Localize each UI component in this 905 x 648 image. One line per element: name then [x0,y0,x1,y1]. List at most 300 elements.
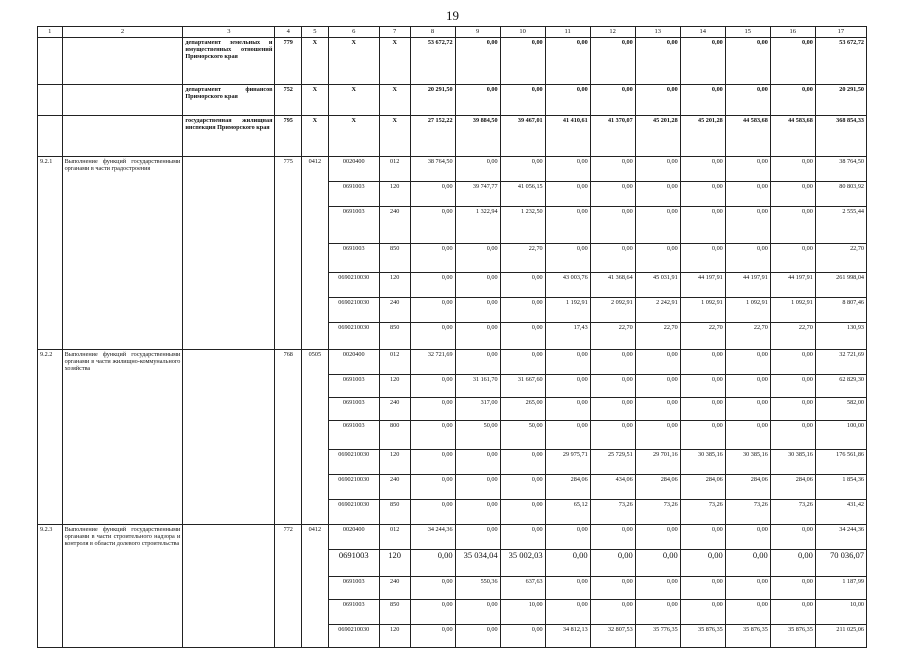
amount-cell: 0,00 [635,577,680,600]
column-number: 13 [635,27,680,38]
column-number: 1 [38,27,63,38]
amount-cell: 43 003,76 [545,273,590,298]
column-number-row [38,27,867,38]
amount-cell: 45 201,28 [635,116,680,157]
amount-cell: 0,00 [500,500,545,525]
amount-cell: 1 232,50 [500,207,545,244]
amount-cell: 73,26 [725,500,770,525]
amount-cell: 284,06 [725,475,770,500]
amount-cell: 10,00 [500,600,545,625]
department-code: 772 [275,525,302,648]
amount-cell: 434,06 [590,475,635,500]
amount-cell: 100,00 [815,421,866,450]
amount-cell: 0,00 [455,475,500,500]
amount-cell: 32 721,69 [410,350,455,375]
amount-cell: 0,00 [725,600,770,625]
amount-cell: 0,00 [725,85,770,116]
amount-cell: 0,00 [680,85,725,116]
amount-cell: 0,00 [410,298,455,323]
expense-type: 012 [379,157,410,182]
amount-cell: 0,00 [455,85,500,116]
amount-cell: 0,00 [680,38,725,85]
amount-cell: 0,00 [680,244,725,273]
column-number: 9 [455,27,500,38]
amount-cell: 0,00 [635,550,680,577]
amount-cell: 1 187,99 [815,577,866,600]
amount-cell: 0,00 [500,323,545,350]
amount-cell: 0,00 [455,273,500,298]
section-number: 9.2.3 [38,525,63,648]
amount-cell: 41 370,07 [590,116,635,157]
amount-cell: 0,00 [770,398,815,421]
target-article: 0690210030 [328,298,379,323]
amount-cell: 0,00 [590,157,635,182]
department-code: 795 [275,116,302,157]
amount-cell: 0,00 [545,85,590,116]
amount-cell: 0,00 [410,207,455,244]
amount-cell: 0,00 [410,500,455,525]
amount-cell: 0,00 [410,398,455,421]
amount-cell: 35 002,03 [500,550,545,577]
column-number: 7 [379,27,410,38]
target-article: 0690210030 [328,500,379,525]
amount-cell: 0,00 [545,244,590,273]
amount-cell: 44 197,91 [725,273,770,298]
amount-cell: 0,00 [410,375,455,398]
amount-cell: 0,00 [770,577,815,600]
amount-cell: 0,00 [770,550,815,577]
amount-cell: 0,00 [725,577,770,600]
department-row [38,116,867,157]
amount-cell: 0,00 [635,38,680,85]
amount-cell: 29 975,71 [545,450,590,475]
section-description: Выполнение функций государственными органами в части градостроения [62,157,183,350]
amount-cell: 53 672,72 [410,38,455,85]
expense-type: 120 [379,550,410,577]
amount-cell: 22,70 [770,323,815,350]
amount-cell: 22,70 [635,323,680,350]
column-number: 11 [545,27,590,38]
amount-cell: 0,00 [545,157,590,182]
page-number: 19 [446,8,459,23]
expense-type: 240 [379,207,410,244]
amount-cell: 22,70 [680,323,725,350]
amount-cell: 0,00 [500,157,545,182]
expense-type: 240 [379,398,410,421]
column-number: 5 [302,27,329,38]
amount-cell: 0,00 [770,525,815,550]
amount-cell: 368 854,33 [815,116,866,157]
target-article: 0691003 [328,207,379,244]
amount-cell: 0,00 [410,600,455,625]
amount-cell: 44 197,91 [770,273,815,298]
target-article: 0020400 [328,157,379,182]
amount-cell: 0,00 [725,375,770,398]
amount-cell: 70 036,07 [815,550,866,577]
section-description: Выполнение функций государственными органами в части строительного надзора и контроля в области долевого строительства [62,525,183,648]
amount-cell: 0,00 [725,350,770,375]
amount-cell: 65,12 [545,500,590,525]
amount-cell: 0,00 [635,85,680,116]
amount-cell: 0,00 [725,550,770,577]
target-article: 0691003 [328,182,379,207]
row-number [38,85,63,116]
amount-cell: 0,00 [455,500,500,525]
expense-type: 800 [379,421,410,450]
amount-cell: 2 242,91 [635,298,680,323]
amount-cell: 41 410,61 [545,116,590,157]
amount-cell: 0,00 [590,577,635,600]
expense-type: 240 [379,475,410,500]
amount-cell: 22,70 [500,244,545,273]
amount-cell: 0,00 [410,475,455,500]
expense-type: 240 [379,298,410,323]
amount-cell: 0,00 [500,450,545,475]
amount-cell: 2 092,91 [590,298,635,323]
amount-cell: 1 092,91 [770,298,815,323]
amount-cell: 0,00 [725,244,770,273]
amount-cell: 0,00 [680,350,725,375]
amount-cell: 73,26 [770,500,815,525]
expense-type: 850 [379,323,410,350]
amount-cell: 35 876,35 [725,625,770,648]
amount-cell: 0,00 [590,375,635,398]
target-article: 0691003 [328,244,379,273]
column-number: 10 [500,27,545,38]
target-article: 0020400 [328,350,379,375]
amount-cell: 0,00 [725,525,770,550]
department-cell [183,525,275,648]
expense-type: 120 [379,625,410,648]
target-article: 0691003 [328,375,379,398]
amount-cell: 637,63 [500,577,545,600]
target-article: 0691003 [328,577,379,600]
amount-cell: 0,00 [590,244,635,273]
department-code: 768 [275,350,302,525]
amount-cell: 0,00 [680,577,725,600]
amount-cell: 10,00 [815,600,866,625]
amount-cell: 0,00 [410,450,455,475]
amount-cell: 30 385,16 [680,450,725,475]
amount-cell: 29 701,16 [635,450,680,475]
amount-cell: 1 192,91 [545,298,590,323]
amount-cell: 261 998,04 [815,273,866,298]
amount-cell: 34 812,13 [545,625,590,648]
department-code: 775 [275,157,302,350]
amount-cell: 550,36 [455,577,500,600]
amount-cell: 44 583,68 [770,116,815,157]
column-number: 3 [183,27,275,38]
amount-cell: 0,00 [635,375,680,398]
amount-cell: 0,00 [455,157,500,182]
amount-cell: 1 092,91 [680,298,725,323]
amount-cell: 0,00 [770,85,815,116]
expense-row [38,350,867,375]
amount-cell: 35 776,35 [635,625,680,648]
amount-cell: 39 747,77 [455,182,500,207]
row-number [38,116,63,157]
department-row [38,85,867,116]
expense-type: 120 [379,273,410,298]
amount-cell: 0,00 [590,600,635,625]
amount-cell: 62 829,30 [815,375,866,398]
department-name: департамент финансов Приморского края [183,85,275,116]
amount-cell: 32 721,69 [815,350,866,375]
section-code: X [302,38,329,85]
row-number [38,38,63,85]
target-article: 0691003 [328,421,379,450]
activity-description [62,38,183,85]
amount-cell: 50,00 [500,421,545,450]
amount-cell: 176 561,86 [815,450,866,475]
amount-cell: 0,00 [770,350,815,375]
expense-type: 850 [379,600,410,625]
target-article: 0690210030 [328,450,379,475]
amount-cell: 0,00 [455,298,500,323]
amount-cell: 30 385,16 [725,450,770,475]
budget-table [37,26,867,648]
department-cell [183,350,275,525]
amount-cell: 265,00 [500,398,545,421]
amount-cell: 20 291,50 [815,85,866,116]
amount-cell: 0,00 [500,625,545,648]
amount-cell: 0,00 [635,600,680,625]
amount-cell: 0,00 [545,375,590,398]
target-article: X [328,116,379,157]
activity-description [62,85,183,116]
amount-cell: 0,00 [455,323,500,350]
amount-cell: 0,00 [635,182,680,207]
amount-cell: 0,00 [725,398,770,421]
amount-cell: 0,00 [455,244,500,273]
amount-cell: 45 031,91 [635,273,680,298]
amount-cell: 34 244,36 [815,525,866,550]
amount-cell: 0,00 [635,157,680,182]
column-number: 15 [725,27,770,38]
amount-cell: 0,00 [770,375,815,398]
amount-cell: 41 056,15 [500,182,545,207]
target-article: 0690210030 [328,475,379,500]
amount-cell: 0,00 [590,85,635,116]
amount-cell: 0,00 [770,207,815,244]
section-code: 0505 [302,350,329,525]
amount-cell: 38 764,50 [815,157,866,182]
target-article: 0690210030 [328,273,379,298]
amount-cell: 0,00 [455,38,500,85]
amount-cell: 0,00 [455,350,500,375]
amount-cell: 0,00 [500,38,545,85]
amount-cell: 1 092,91 [725,298,770,323]
department-name: государственная жилищная инспекция Приморского края [183,116,275,157]
amount-cell: 22,70 [590,323,635,350]
amount-cell: 0,00 [455,450,500,475]
amount-cell: 8 807,46 [815,298,866,323]
target-article: 0691003 [328,600,379,625]
amount-cell: 30 385,16 [770,450,815,475]
amount-cell: 0,00 [725,207,770,244]
amount-cell: 0,00 [410,323,455,350]
expense-type: 012 [379,350,410,375]
expense-type: X [379,38,410,85]
amount-cell: 0,00 [680,421,725,450]
section-code: X [302,116,329,157]
amount-cell: 0,00 [545,207,590,244]
amount-cell: 0,00 [590,398,635,421]
amount-cell: 582,00 [815,398,866,421]
amount-cell: 0,00 [590,350,635,375]
target-article: X [328,85,379,116]
expense-type: 120 [379,450,410,475]
activity-description [62,116,183,157]
amount-cell: 27 152,22 [410,116,455,157]
section-number: 9.2.1 [38,157,63,350]
amount-cell: 45 201,28 [680,116,725,157]
amount-cell: 284,06 [635,475,680,500]
amount-cell: 0,00 [680,550,725,577]
amount-cell: 50,00 [455,421,500,450]
amount-cell: 0,00 [635,525,680,550]
amount-cell: 0,00 [455,625,500,648]
amount-cell: 2 555,44 [815,207,866,244]
expense-row [38,157,867,182]
amount-cell: 317,00 [455,398,500,421]
amount-cell: 0,00 [635,244,680,273]
amount-cell: 284,06 [680,475,725,500]
amount-cell: 0,00 [500,273,545,298]
target-article: X [328,38,379,85]
amount-cell: 0,00 [500,525,545,550]
amount-cell: 0,00 [635,350,680,375]
amount-cell: 0,00 [590,421,635,450]
column-number: 8 [410,27,455,38]
amount-cell: 22,70 [815,244,866,273]
amount-cell: 0,00 [680,182,725,207]
expense-type: 120 [379,182,410,207]
target-article: 0020400 [328,525,379,550]
amount-cell: 0,00 [410,625,455,648]
target-article: 0690210030 [328,625,379,648]
amount-cell: 35 876,35 [770,625,815,648]
section-code: 0412 [302,525,329,648]
amount-cell: 44 583,68 [725,116,770,157]
amount-cell: 73,26 [680,500,725,525]
amount-cell: 0,00 [590,182,635,207]
column-number: 2 [62,27,183,38]
department-row [38,38,867,85]
amount-cell: 0,00 [455,600,500,625]
amount-cell: 0,00 [590,525,635,550]
amount-cell: 0,00 [545,182,590,207]
column-number: 17 [815,27,866,38]
amount-cell: 0,00 [545,350,590,375]
department-name: департамент земельных и имущественных отношений Приморского края [183,38,275,85]
amount-cell: 0,00 [455,525,500,550]
amount-cell: 0,00 [545,38,590,85]
amount-cell: 39 884,50 [455,116,500,157]
amount-cell: 0,00 [590,38,635,85]
target-article: 0691003 [328,398,379,421]
amount-cell: 35 876,35 [680,625,725,648]
amount-cell: 431,42 [815,500,866,525]
section-code: 0412 [302,157,329,350]
amount-cell: 0,00 [410,182,455,207]
column-number: 6 [328,27,379,38]
column-number: 12 [590,27,635,38]
amount-cell: 0,00 [770,600,815,625]
amount-cell: 0,00 [410,550,455,577]
amount-cell: 1 322,94 [455,207,500,244]
amount-cell: 0,00 [770,421,815,450]
amount-cell: 31 161,70 [455,375,500,398]
amount-cell: 0,00 [680,207,725,244]
amount-cell: 31 667,60 [500,375,545,398]
amount-cell: 38 764,50 [410,157,455,182]
expense-type: 012 [379,525,410,550]
amount-cell: 39 467,01 [500,116,545,157]
expense-type: 240 [379,577,410,600]
amount-cell: 53 672,72 [815,38,866,85]
amount-cell: 0,00 [725,38,770,85]
department-code: 779 [275,38,302,85]
amount-cell: 0,00 [725,157,770,182]
amount-cell: 211 025,06 [815,625,866,648]
amount-cell: 44 197,91 [680,273,725,298]
amount-cell: 0,00 [725,182,770,207]
section-number: 9.2.2 [38,350,63,525]
expense-type: X [379,116,410,157]
amount-cell: 80 803,92 [815,182,866,207]
expense-type: 120 [379,375,410,398]
amount-cell: 0,00 [545,398,590,421]
amount-cell: 0,00 [590,550,635,577]
amount-cell: 0,00 [770,244,815,273]
target-article: 0691003 [328,550,379,577]
amount-cell: 0,00 [545,577,590,600]
section-code: X [302,85,329,116]
amount-cell: 0,00 [590,207,635,244]
amount-cell: 34 244,36 [410,525,455,550]
amount-cell: 0,00 [680,600,725,625]
amount-cell: 25 729,51 [590,450,635,475]
amount-cell: 0,00 [770,182,815,207]
amount-cell: 0,00 [500,350,545,375]
expense-type: X [379,85,410,116]
amount-cell: 0,00 [680,525,725,550]
amount-cell: 73,26 [590,500,635,525]
column-number: 4 [275,27,302,38]
amount-cell: 0,00 [770,157,815,182]
amount-cell: 0,00 [500,85,545,116]
amount-cell: 0,00 [500,298,545,323]
amount-cell: 0,00 [545,525,590,550]
amount-cell: 73,26 [635,500,680,525]
amount-cell: 0,00 [545,600,590,625]
amount-cell: 0,00 [410,273,455,298]
amount-cell: 284,06 [770,475,815,500]
department-cell [183,157,275,350]
amount-cell: 41 368,64 [590,273,635,298]
amount-cell: 0,00 [680,157,725,182]
amount-cell: 0,00 [770,38,815,85]
section-description: Выполнение функций государственными органами в части жилищно-коммунального хозяйства [62,350,183,525]
column-number: 16 [770,27,815,38]
amount-cell: 284,06 [545,475,590,500]
amount-cell: 17,43 [545,323,590,350]
expense-type: 850 [379,244,410,273]
amount-cell: 0,00 [410,244,455,273]
amount-cell: 20 291,50 [410,85,455,116]
amount-cell: 35 034,04 [455,550,500,577]
